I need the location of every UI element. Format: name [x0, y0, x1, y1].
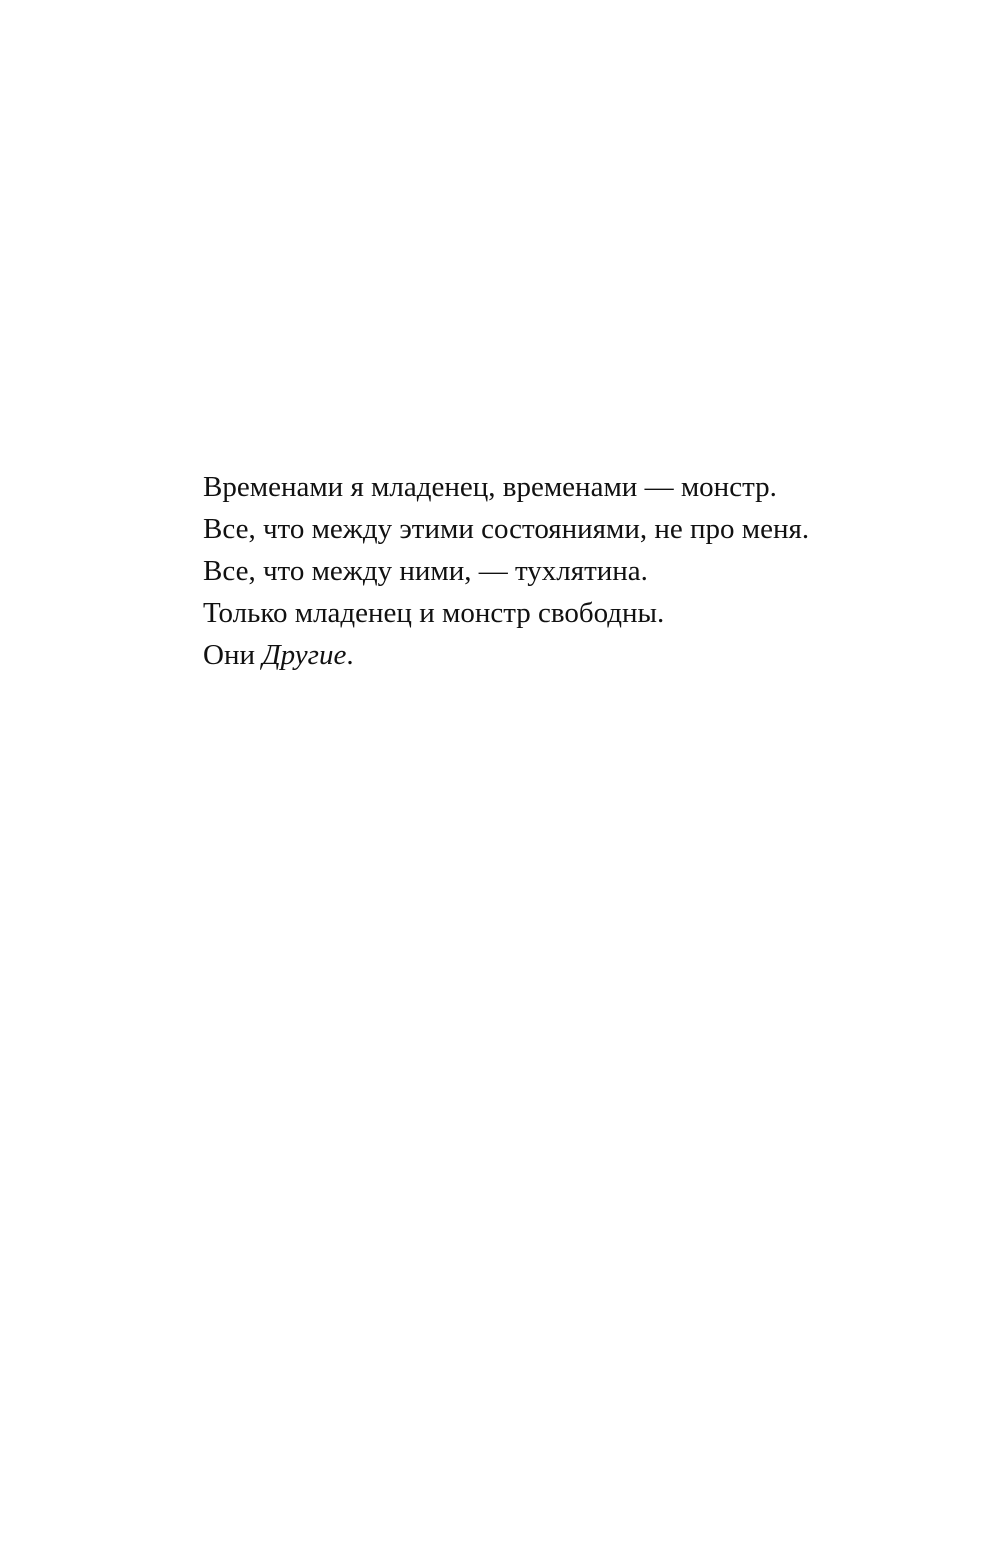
epigraph-line-5-suffix: .: [346, 639, 354, 671]
epigraph: [203, 466, 809, 676]
epigraph-line-5-prefix: Они: [203, 639, 263, 671]
epigraph-line-3: Все, что между ними, — тухлятина.: [203, 555, 648, 587]
epigraph-line-2: Все, что между этими состояниями, не про меня.: [203, 513, 810, 545]
epigraph-emphasis-word: Другие: [262, 639, 347, 671]
epigraph-line-5: [203, 634, 809, 676]
epigraph-line-4: Только младенец и монстр свободны.: [203, 597, 665, 629]
epigraph-line-1: Временами я младенец, временами — монстр.: [203, 471, 777, 503]
